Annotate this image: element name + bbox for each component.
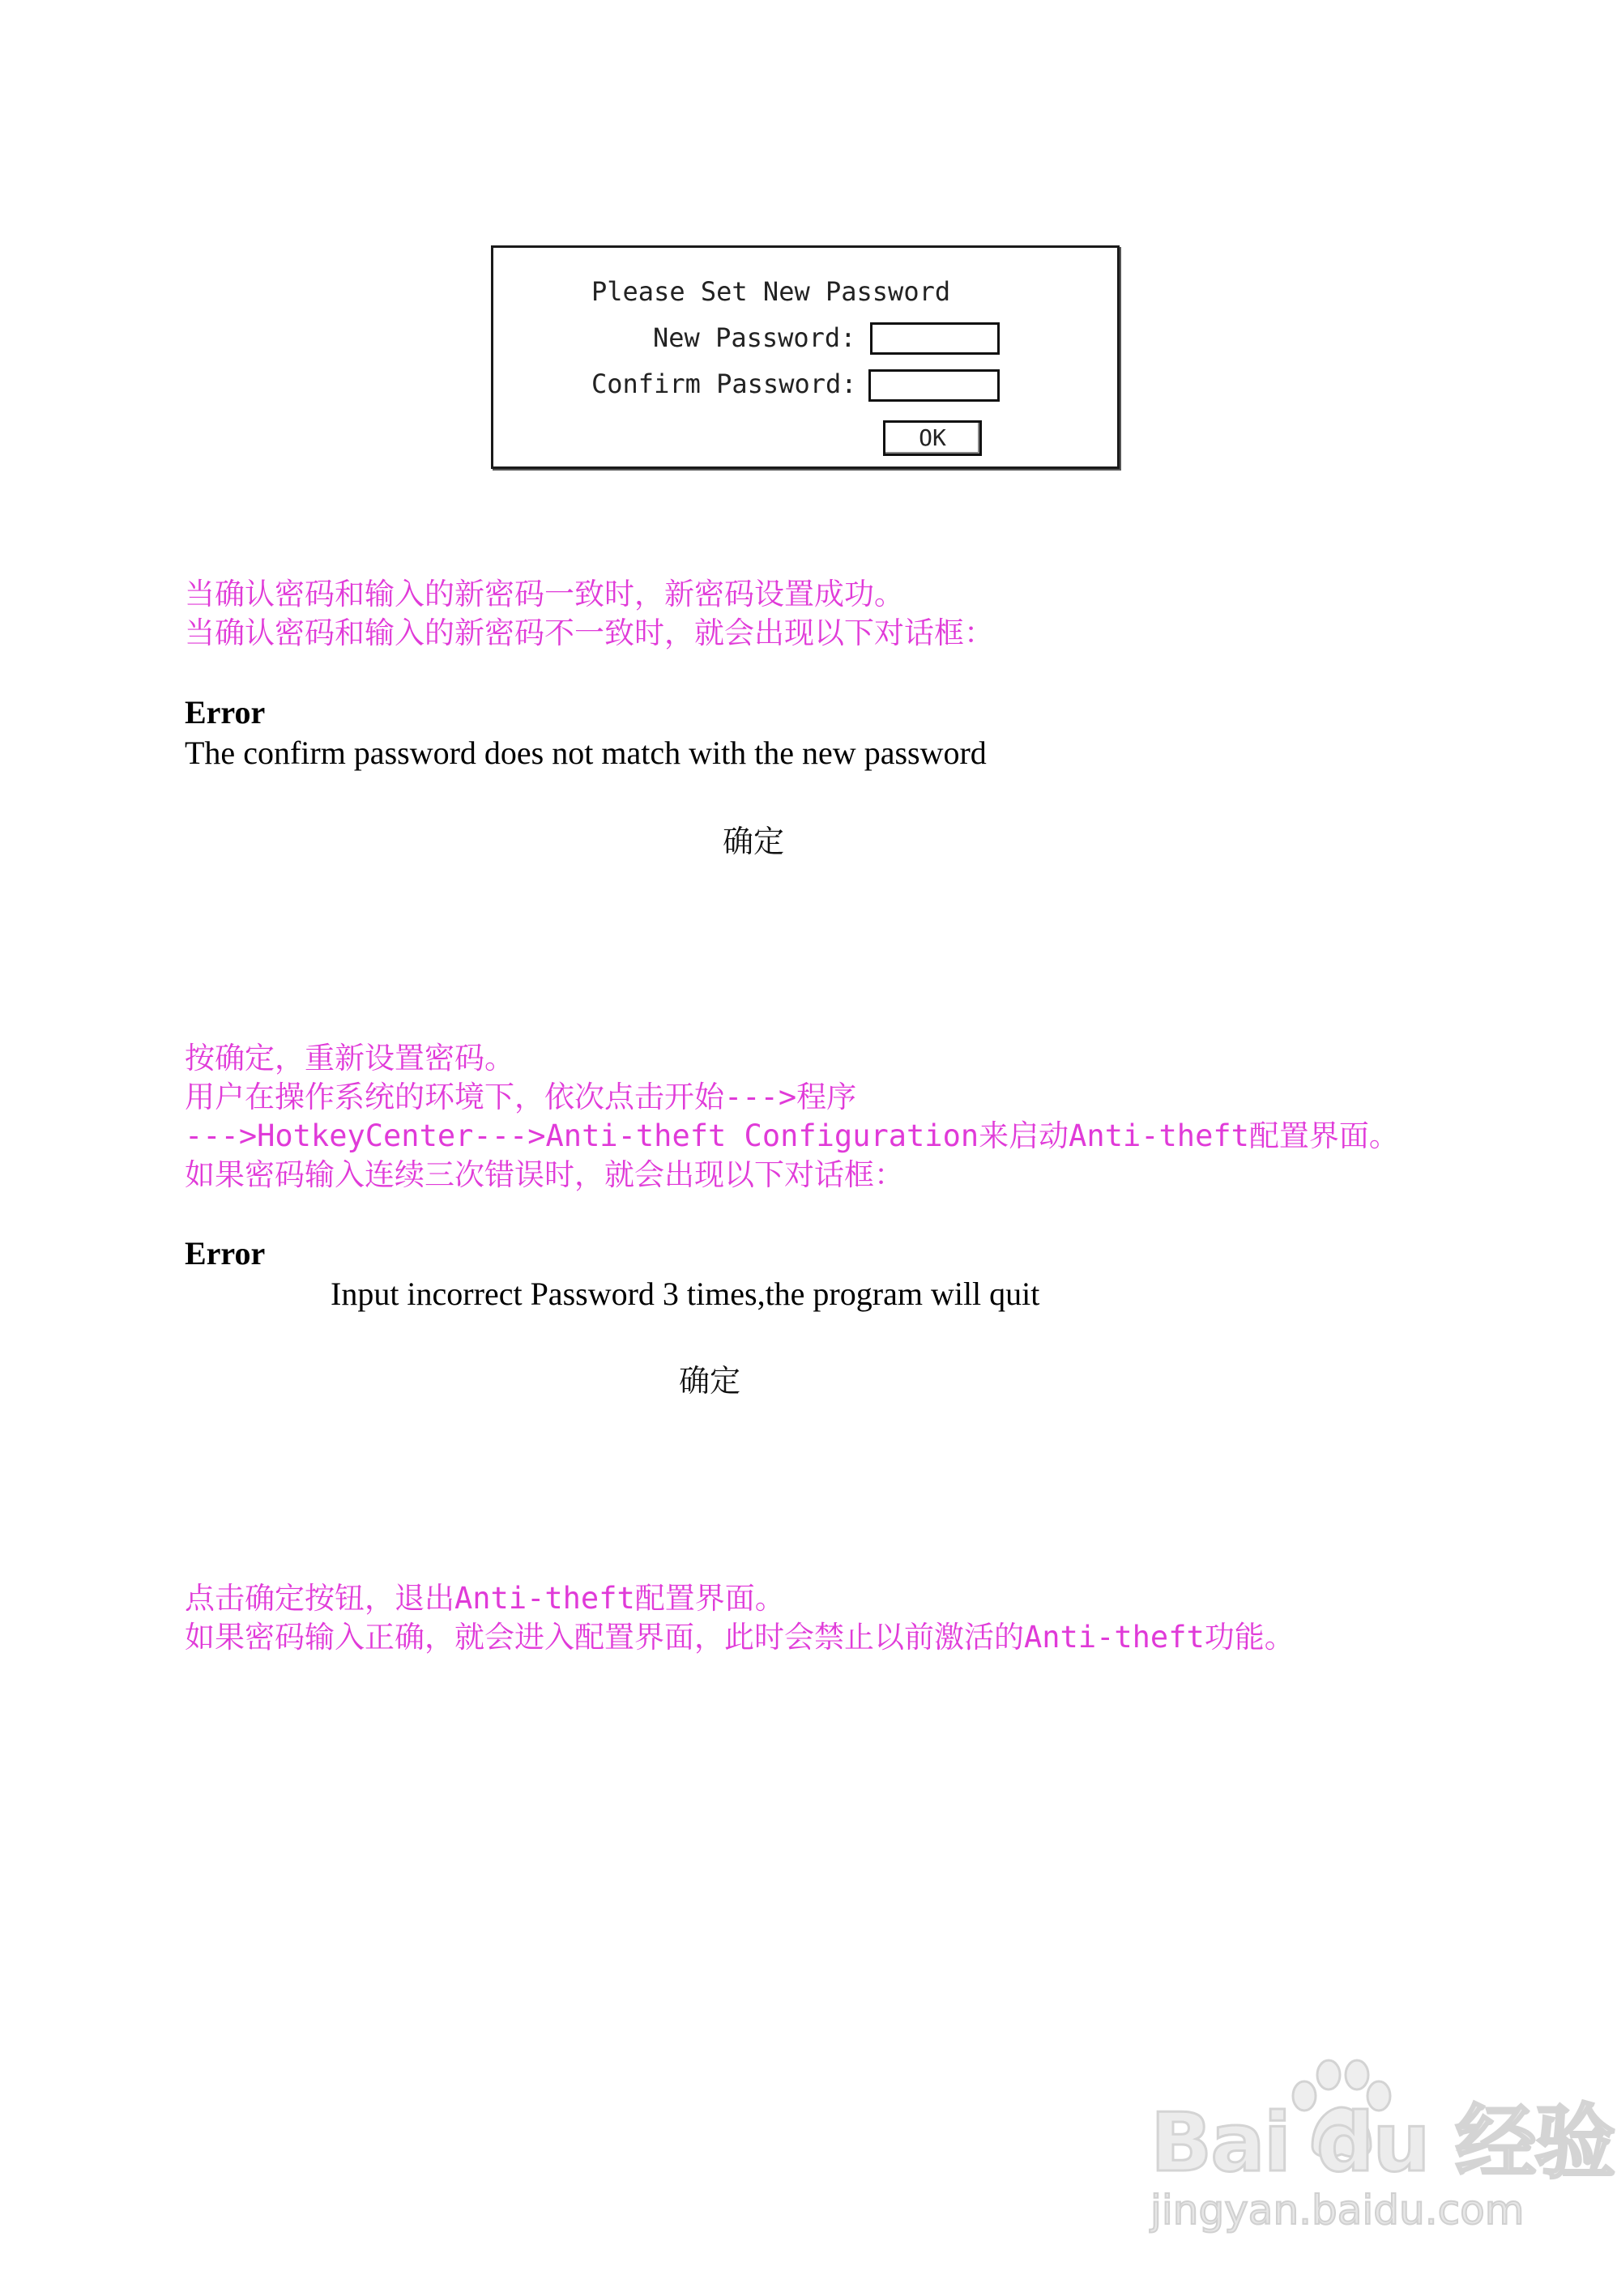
new-password-input[interactable]: [870, 322, 1000, 355]
instruction-match-success: 当确认密码和输入的新密码一致时，新密码设置成功。: [185, 577, 904, 611]
instruction-reset-password: 按确定，重新设置密码。: [185, 1041, 514, 1076]
error-title: Error: [185, 1235, 266, 1272]
confirm-button[interactable]: 确定: [723, 816, 784, 861]
ok-button[interactable]: OK: [883, 420, 982, 456]
watermark-url: jingyan.baidu.com: [1150, 2187, 1525, 2234]
dialog-title: Please Set New Password: [591, 276, 951, 307]
set-password-dialog: [491, 245, 1120, 469]
instruction-start-menu-path: 用户在操作系统的环境下，依次点击开始--->程序: [185, 1080, 857, 1114]
new-password-label: New Password:: [653, 322, 856, 353]
error-title: Error: [185, 694, 266, 731]
error-message-mismatch: The confirm password does not match with the new password: [185, 735, 987, 771]
instruction-exit-config: 点击确定按钮，退出Anti-theft配置界面。: [185, 1581, 785, 1616]
instruction-launch-config: --->HotkeyCenter--->Anti-theft Configuration来启动Anti-theft配置界面。: [185, 1118, 1399, 1153]
watermark-logo: Bai du 经验: [1150, 2095, 1615, 2190]
confirm-password-label: Confirm Password:: [591, 368, 857, 399]
error-message-quit: Input incorrect Password 3 times,the program will quit: [331, 1276, 1040, 1312]
confirm-button[interactable]: 确定: [679, 1356, 740, 1400]
confirm-password-input[interactable]: [868, 369, 1000, 402]
instruction-correct-password: 如果密码输入正确，就会进入配置界面，此时会禁止以前激活的Anti-theft功能。: [185, 1620, 1295, 1655]
instruction-three-failures: 如果密码输入连续三次错误时，就会出现以下对话框：: [185, 1157, 904, 1192]
instruction-mismatch-dialog: 当确认密码和输入的新密码不一致时，就会出现以下对话框：: [185, 616, 994, 650]
